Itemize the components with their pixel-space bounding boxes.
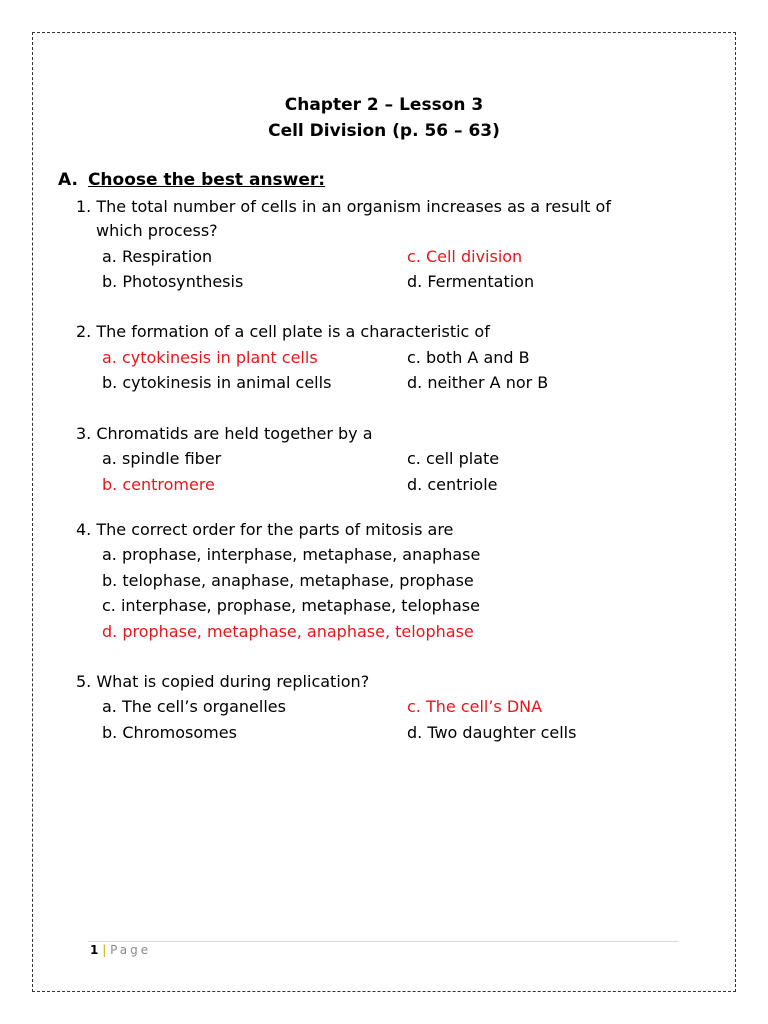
page-number: 1 xyxy=(90,943,99,957)
footer-separator: | xyxy=(102,943,107,957)
option-a: a. prophase, interphase, metaphase, anaphase xyxy=(102,545,481,564)
section-instruction: Choose the best answer: xyxy=(87,170,326,190)
option-a: a. The cell’s organelles xyxy=(102,697,286,716)
lesson-title: Cell Division (p. 56 – 63) xyxy=(268,121,500,141)
chapter-title: Chapter 2 – Lesson 3 xyxy=(284,95,484,115)
option-b: b. Photosynthesis xyxy=(102,272,244,291)
option-d: d. neither A nor B xyxy=(407,373,549,392)
option-d-correct: d. prophase, metaphase, anaphase, telophase xyxy=(102,622,474,641)
section-letter: A. xyxy=(58,170,78,190)
option-c: c. cell plate xyxy=(407,449,500,468)
option-d: d. centriole xyxy=(407,475,498,494)
option-a: a. Respiration xyxy=(102,247,213,266)
option-b: b. Chromosomes xyxy=(102,723,237,742)
question-text: 3. Chromatids are held together by a xyxy=(76,424,373,443)
section-heading xyxy=(58,170,325,190)
page-footer xyxy=(90,943,151,957)
question-text: 5. What is copied during replication? xyxy=(76,672,370,691)
option-a-correct: a. cytokinesis in plant cells xyxy=(102,348,318,367)
page-label: Page xyxy=(110,943,152,957)
footer-divider xyxy=(88,941,678,942)
option-c-correct: c. The cell’s DNA xyxy=(407,697,543,716)
option-c: c. both A and B xyxy=(407,348,530,367)
option-c: c. interphase, prophase, metaphase, telophase xyxy=(102,596,480,615)
option-d: d. Fermentation xyxy=(407,272,535,291)
option-a: a. spindle fiber xyxy=(102,449,222,468)
option-b-correct: b. centromere xyxy=(102,475,215,494)
question-text: 4. The correct order for the parts of mitosis are xyxy=(76,520,454,539)
question-text: 1. The total number of cells in an organism increases as a result of xyxy=(76,197,611,216)
question-text-cont: which process? xyxy=(96,221,218,240)
option-d: d. Two daughter cells xyxy=(407,723,577,742)
option-c-correct: c. Cell division xyxy=(407,247,523,266)
question-text: 2. The formation of a cell plate is a characteristic of xyxy=(76,322,490,341)
option-b: b. telophase, anaphase, metaphase, prophase xyxy=(102,571,474,590)
option-b: b. cytokinesis in animal cells xyxy=(102,373,332,392)
